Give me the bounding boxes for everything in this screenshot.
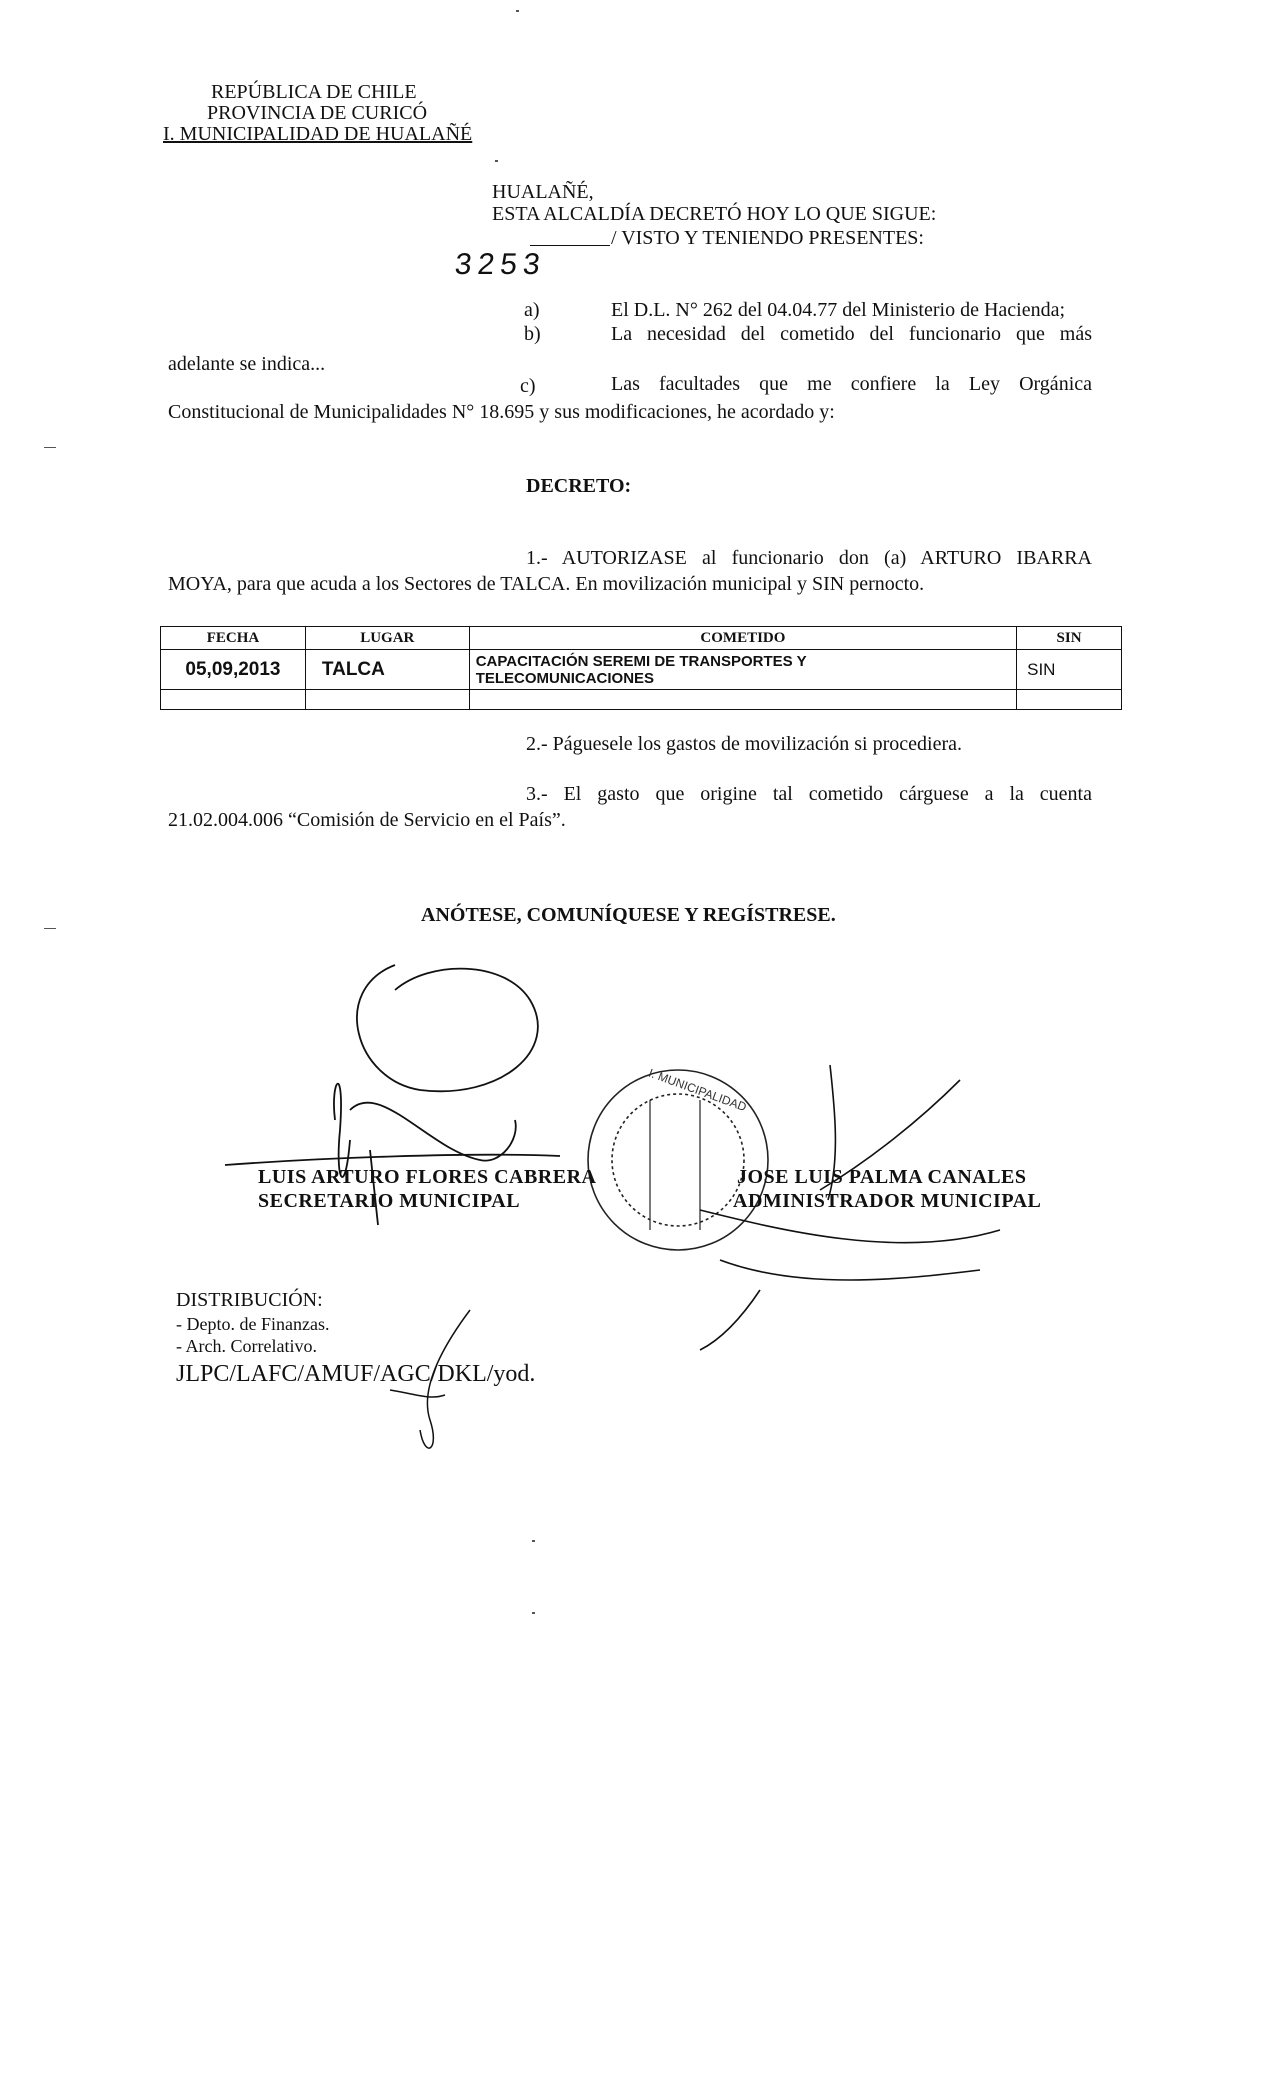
distribucion-initials: JLPC/LAFC/AMUF/AGC/DKL/yod.: [176, 1361, 536, 1387]
table-cell-lugar: TALCA: [305, 650, 469, 690]
distribucion-item-finanzas: - Depto. de Finanzas.: [176, 1314, 330, 1334]
scan-speck: [532, 1540, 535, 1542]
decreto-item2: 2.- Páguesele los gastos de movilización si procediera.: [526, 733, 962, 755]
letterhead-republica: REPÚBLICA DE CHILE: [211, 81, 417, 103]
left-signer-name: LUIS ARTURO FLORES CABRERA: [258, 1166, 597, 1188]
right-signer-name: JOSE LUIS PALMA CANALES: [737, 1166, 1027, 1188]
scan-speck: [516, 10, 519, 12]
considerando-c-continued: Constitucional de Municipalidades N° 18.695 y sus modificaciones, he acordado y:: [168, 401, 835, 423]
distribucion-item-archivo: - Arch. Correlativo.: [176, 1336, 317, 1356]
scan-speck: [44, 447, 56, 448]
header-alcaldia: ESTA ALCALDÍA DECRETÓ HOY LO QUE SIGUE:: [492, 203, 937, 225]
header-visto: / VISTO Y TENIENDO PRESENTES:: [611, 227, 924, 249]
table-cell-sin: SIN: [1017, 650, 1122, 690]
scan-speck: [495, 160, 498, 162]
scan-speck: [532, 1612, 535, 1614]
decreto-item1-line2: MOYA, para que acuda a los Sectores de TALCA. En movilización municipal y SIN pernocto.: [168, 573, 925, 595]
considerando-b-label: b): [524, 323, 541, 345]
table-header-lugar: LUGAR: [305, 627, 469, 650]
header-city: HUALAÑÉ,: [492, 181, 594, 203]
table-header-cometido: COMETIDO: [469, 627, 1016, 650]
table-cell-cometido: CAPACITACIÓN SEREMI DE TRANSPORTES Y TELECOMUNICACIONES: [469, 650, 1016, 690]
stamp-text: I. MUNICIPALIDAD: [646, 1065, 749, 1115]
letterhead-provincia: PROVINCIA DE CURICÓ: [207, 102, 428, 124]
closing-formula: ANÓTESE, COMUNÍQUESE Y REGÍSTRESE.: [421, 904, 836, 926]
municipal-stamp: [588, 1070, 768, 1250]
considerando-b-continued: adelante se indica...: [168, 353, 326, 375]
table-cell-fecha: 05,09,2013: [161, 650, 306, 690]
considerando-a-text: El D.L. N° 262 del 04.04.77 del Ministerio de Hacienda;: [611, 299, 1066, 321]
table-header-sin: SIN: [1017, 627, 1122, 650]
distribucion-heading: DISTRIBUCIÓN:: [176, 1289, 323, 1311]
decreto-heading: DECRETO:: [526, 475, 632, 497]
decreto-item3-line1: 3.- El gasto que origine tal cometido cárguese a la cuenta: [526, 783, 1092, 805]
decreto-item1-line1: 1.- AUTORIZASE al funcionario don (a) ARTURO IBARRA: [526, 547, 1092, 569]
considerando-a-label: a): [524, 299, 540, 321]
left-signer-title: SECRETARIO MUNICIPAL: [258, 1190, 521, 1212]
scan-speck: [44, 928, 56, 929]
decree-number: 3253: [453, 248, 548, 281]
decreto-item3-line2: 21.02.004.006 “Comisión de Servicio en el País”.: [168, 809, 566, 831]
letterhead-municipalidad: I. MUNICIPALIDAD DE HUALAÑÉ: [163, 123, 473, 145]
considerando-c-text: Las facultades que me confiere la Ley Orgánica: [611, 373, 1092, 395]
considerando-b-text: La necesidad del cometido del funcionario que más: [611, 323, 1092, 345]
right-signer-title: ADMINISTRADOR MUNICIPAL: [733, 1190, 1042, 1212]
table-header-fecha: FECHA: [161, 627, 306, 650]
considerando-c-label: c): [520, 375, 536, 397]
